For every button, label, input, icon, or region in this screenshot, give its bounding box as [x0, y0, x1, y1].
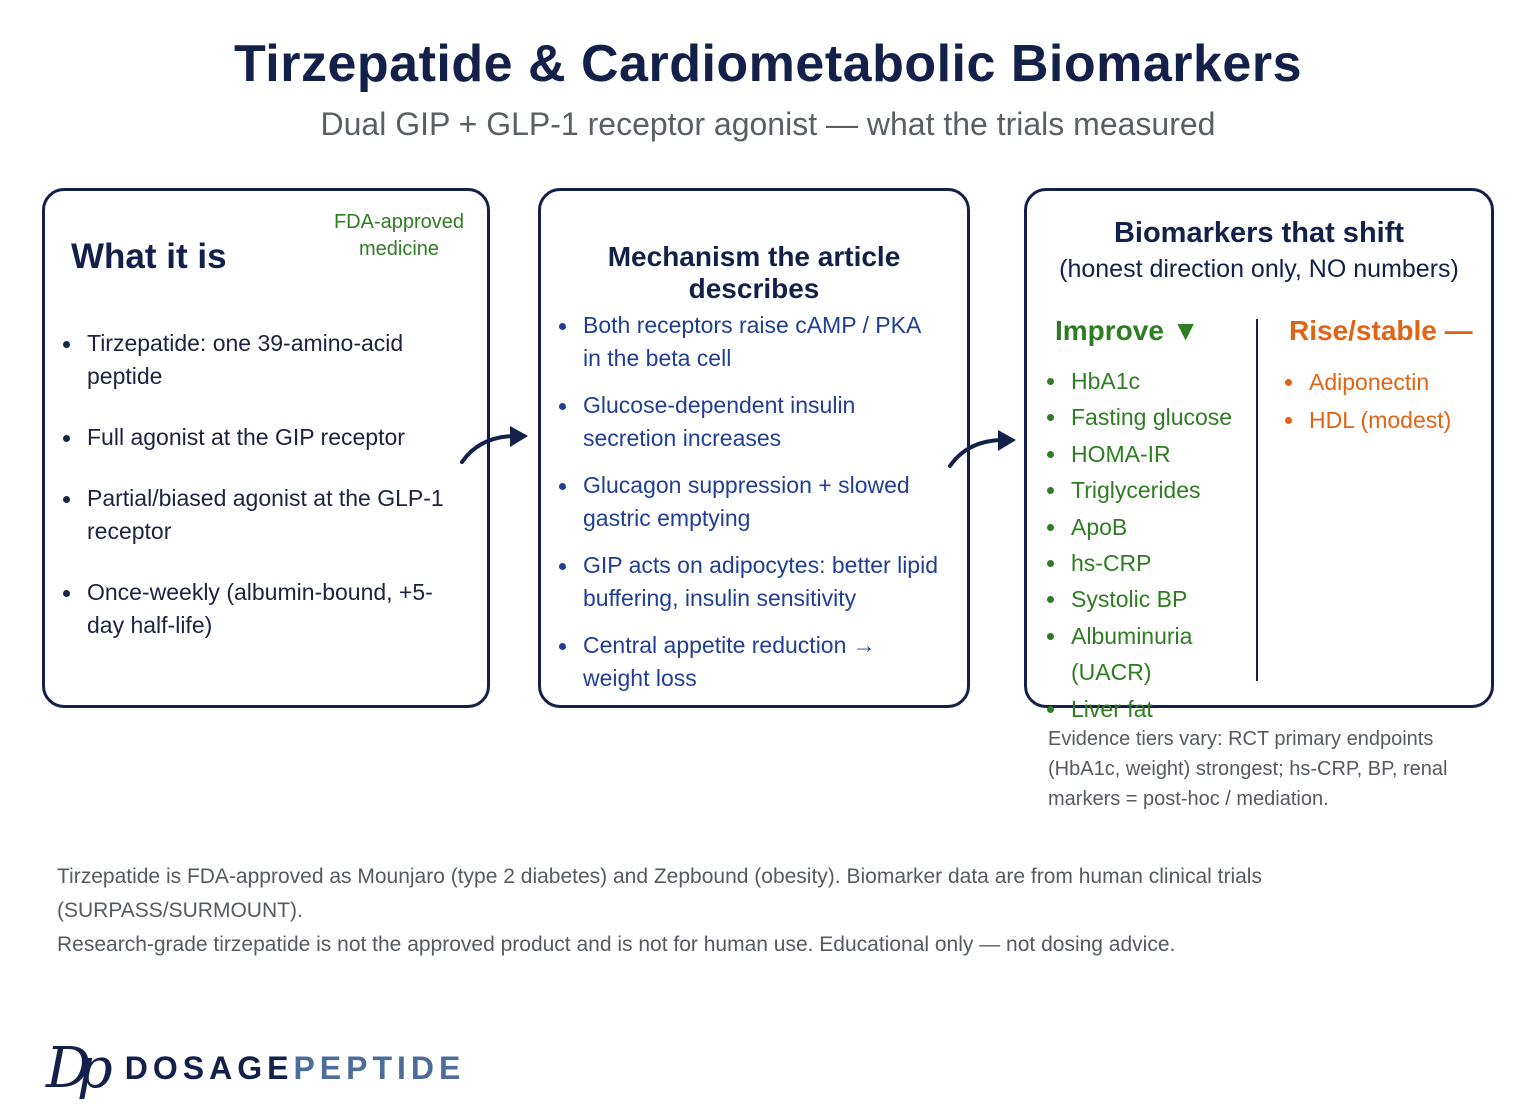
list-item: Glucose-dependent insulin secretion increases — [559, 389, 939, 455]
brand-logo — [46, 1036, 465, 1100]
list-item: Full agonist at the GIP receptor — [63, 421, 463, 454]
brand-wordmark: DOSAGEPEPTIDE — [124, 1049, 466, 1086]
mechanism-heading: Mechanism the article describes — [607, 241, 901, 304]
list-item: Albuminuria (UACR) — [1047, 618, 1257, 691]
improve-list — [1047, 363, 1257, 727]
list-item: Fasting glucose — [1047, 399, 1257, 435]
what-it-is-card — [42, 188, 490, 708]
list-item: ApoB — [1047, 509, 1257, 545]
list-item: Partial/biased agonist at the GLP-1 receptor — [63, 482, 463, 548]
improve-column-heading: Improve ▼ — [1055, 315, 1200, 346]
list-item: HbA1c — [1047, 363, 1257, 399]
list-item: Both receptors raise cAMP / PKA in the beta cell — [559, 309, 939, 375]
biomarkers-card — [1024, 188, 1494, 722]
flow-arrow-icon — [946, 424, 1020, 472]
page-subtitle: Dual GIP + GLP-1 receptor agonist — what the trials measured — [320, 106, 1216, 142]
footnote — [57, 860, 1497, 962]
footnote-line: Tirzepatide is FDA-approved as Mounjaro (type 2 diabetes) and Zepbound (obesity). Biomarker data are from human clinical trials (SURPASS/SURMOUNT). — [57, 865, 1262, 922]
page-title: Tirzepatide & Cardiometabolic Biomarkers — [233, 35, 1303, 93]
list-item: GIP acts on adipocytes: better lipid buffering, insulin sensitivity — [559, 549, 939, 615]
list-item: Adiponectin — [1285, 363, 1475, 401]
list-item: Glucagon suppression + slowed gastric emptying — [559, 469, 939, 535]
what-it-is-heading: What it is — [71, 237, 227, 276]
list-item: Tirzepatide: one 39-amino-acid peptide — [63, 327, 463, 393]
list-item: hs-CRP — [1047, 545, 1257, 581]
list-item: Central appetite reduction → weight loss — [559, 629, 939, 695]
list-item: Systolic BP — [1047, 581, 1257, 617]
list-item: Liver fat — [1047, 691, 1257, 727]
mechanism-list — [559, 309, 939, 709]
biomarkers-subheading: (honest direction only, NO numbers) — [1059, 255, 1459, 283]
list-item: Once-weekly (albumin-bound, +5-day half-life) — [63, 576, 463, 642]
evidence-note: Evidence tiers vary: RCT primary endpoints (HbA1c, weight) strongest; hs-CRP, BP, renal markers = post-hoc / mediation. — [1048, 728, 1448, 810]
list-item: Triglycerides — [1047, 472, 1257, 508]
list-item: HDL (modest) — [1285, 401, 1475, 439]
rise-stable-column-heading: Rise/stable — — [1289, 315, 1473, 346]
brand-mark: Dp — [46, 1035, 99, 1101]
list-item: HOMA-IR — [1047, 436, 1257, 472]
footnote-line: Research-grade tirzepatide is not the approved product and is not for human use. Educational only — not dosing advice. — [57, 933, 1176, 956]
flow-arrow-icon — [458, 420, 532, 468]
rise-stable-list — [1285, 363, 1475, 439]
fda-approved-badge: FDA-approved medicine — [333, 211, 465, 260]
mechanism-card — [538, 188, 970, 708]
biomarkers-heading: Biomarkers that shift — [1113, 217, 1405, 249]
what-it-is-list — [63, 327, 463, 670]
